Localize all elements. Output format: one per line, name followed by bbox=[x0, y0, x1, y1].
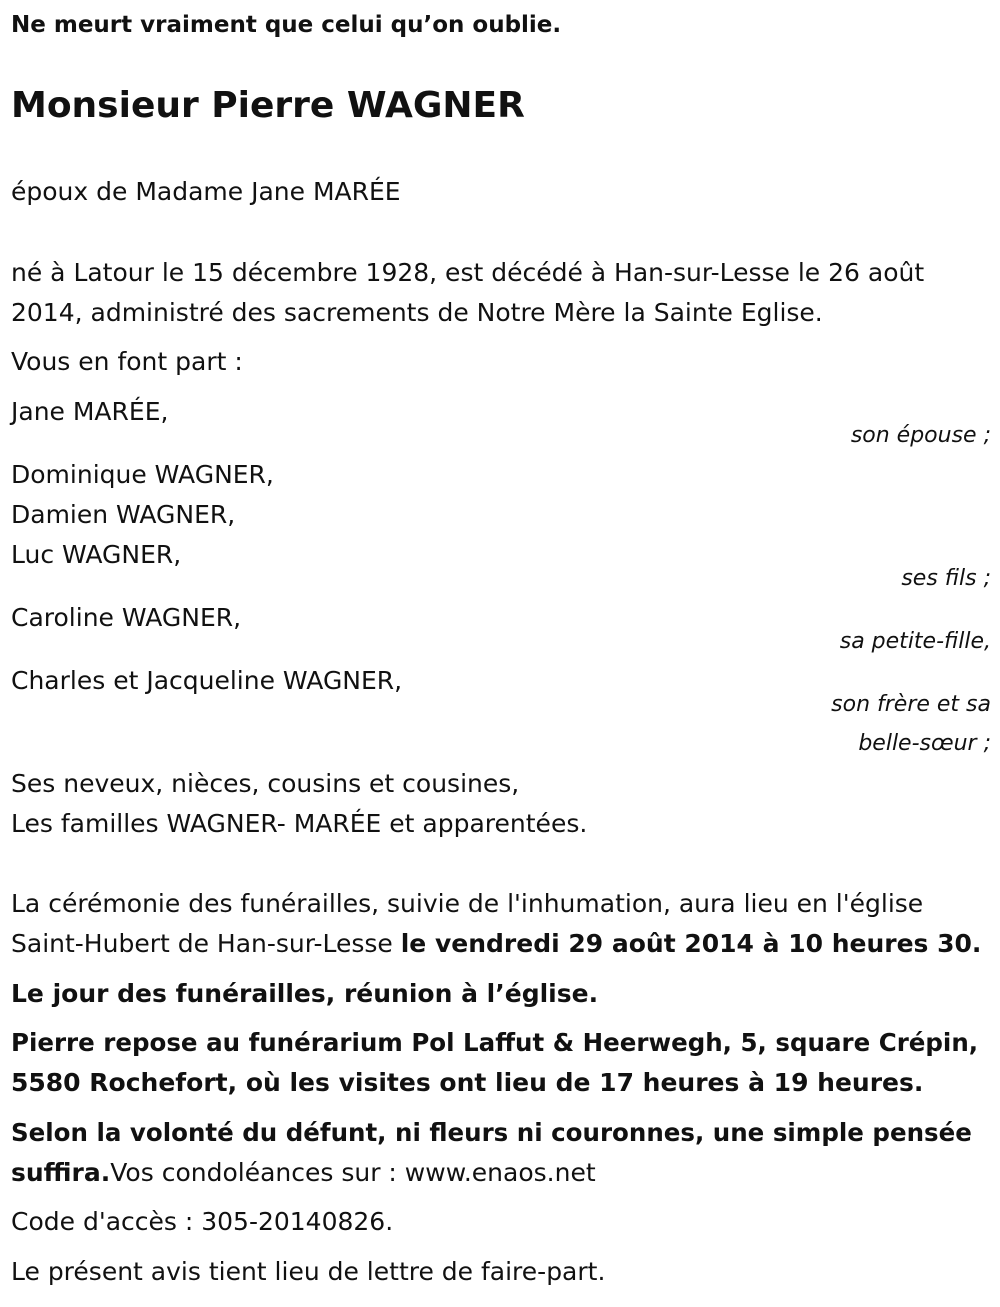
birth-death-line-2: 2014, administré des sacrements de Notre Mère la Sainte Eglise. bbox=[11, 298, 823, 327]
family-name: Dominique WAGNER, bbox=[11, 460, 274, 489]
closing-note: Le présent avis tient lieu de lettre de faire-part. bbox=[11, 1257, 606, 1286]
family-relation: son épouse ; bbox=[850, 423, 991, 448]
family-name: Jane MARÉE, bbox=[11, 397, 169, 426]
family-relation: belle-sœur ; bbox=[858, 731, 991, 756]
family-name: Damien WAGNER, bbox=[11, 500, 236, 529]
extended-family-line-2: Les familles WAGNER- MARÉE et apparentées. bbox=[11, 809, 588, 838]
announce-intro: Vous en font part : bbox=[11, 347, 243, 376]
family-relation: ses fils ; bbox=[901, 566, 991, 591]
flowers-suffix: suffira. bbox=[11, 1158, 111, 1187]
deceased-name: Monsieur Pierre WAGNER bbox=[11, 85, 525, 126]
meeting-note: Le jour des funérailles, réunion à l’église. bbox=[11, 979, 599, 1008]
condolences-link: Vos condoléances sur : www.enaos.net bbox=[110, 1158, 596, 1187]
spouse-line: époux de Madame Jane MARÉE bbox=[11, 177, 401, 206]
flowers-line-2 bbox=[11, 1158, 596, 1188]
access-code: Code d'accès : 305-20140826. bbox=[11, 1207, 394, 1236]
ceremony-line-1: La cérémonie des funérailles, suivie de l'inhumation, aura lieu en l'église bbox=[11, 889, 924, 918]
funerarium-line-2: 5580 Rochefort, où les visites ont lieu de 17 heures à 19 heures. bbox=[11, 1068, 924, 1097]
ceremony-location: Saint-Hubert de Han-sur-Lesse bbox=[11, 929, 401, 958]
family-name: Charles et Jacqueline WAGNER, bbox=[11, 666, 403, 695]
ceremony-datetime: le vendredi 29 août 2014 à 10 heures 30. bbox=[400, 929, 982, 958]
flowers-line-1: Selon la volonté du défunt, ni fleurs ni couronnes, une simple pensée bbox=[11, 1118, 972, 1147]
extended-family-line-1: Ses neveux, nièces, cousins et cousines, bbox=[11, 769, 520, 798]
family-relation: son frère et sa bbox=[831, 692, 991, 717]
motto: Ne meurt vraiment que celui qu’on oublie. bbox=[11, 12, 562, 38]
birth-death-line-1: né à Latour le 15 décembre 1928, est décédé à Han-sur-Lesse le 26 août bbox=[11, 258, 925, 287]
ceremony-line-2 bbox=[11, 929, 981, 959]
funerarium-line-1: Pierre repose au funérarium Pol Laffut & Heerwegh, 5, square Crépin, bbox=[11, 1028, 979, 1057]
family-relation: sa petite-fille, bbox=[839, 629, 991, 654]
family-name: Luc WAGNER, bbox=[11, 540, 182, 569]
family-name: Caroline WAGNER, bbox=[11, 603, 242, 632]
